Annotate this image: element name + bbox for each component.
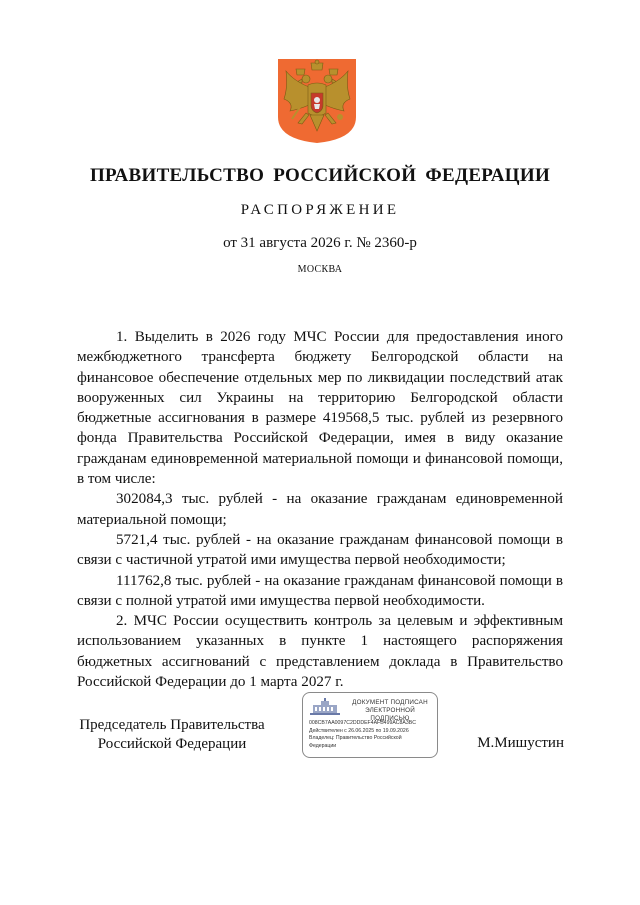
stamp-title-line-2: ЭЛЕКТРОННОЙ ПОДПИСЬЮ	[365, 707, 415, 722]
signatory-position	[77, 716, 267, 754]
stamp-header	[309, 698, 433, 722]
paragraph-2: 2. МЧС России осуществить контроль за целевым и эффективным использованием указанных в пункте 1 настоящего распоряжения бюджетных ассигнований с представлением доклада в Правительство Российской Федерации до 1 марта 2027 г.	[77, 613, 563, 691]
document-date-number: от 31 августа 2026 г. № 2360-р	[223, 235, 417, 251]
stamp-validity: Действителен с 26.06.2025 по 19.09.2026	[309, 727, 409, 734]
document-city: МОСКВА	[297, 264, 343, 275]
stamp-details	[309, 720, 435, 750]
document-body	[77, 327, 563, 692]
government-building-icon	[309, 698, 341, 716]
signatory-name: М.Мишустин	[477, 735, 564, 751]
position-line-1: Председатель Правительства	[79, 717, 265, 733]
stamp-owner-line-1: Владелец: Правительство Российской	[309, 735, 402, 742]
stamp-title-line-1: ДОКУМЕНТ ПОДПИСАН	[352, 699, 428, 706]
position-line-2: Российской Федерации	[97, 736, 247, 752]
coat-of-arms-icon	[276, 57, 358, 145]
stamp-owner-line-2: Федерации	[309, 742, 337, 749]
paragraph-1: 1. Выделить в 2026 году МЧС России для предоставления иного межбюджетного трансферта бюджету Белгородской области на финансовое обеспечение отдельных мер по ликвидации последствий атак вооруженных сил Украины на территорию Белгородской области бюджетные ассигнования в размере 419568,5 тыс. рублей из резервного фонда Правительства Российской Федерации, имея в виду оказание гражданам единовременной материальной помощи и финансовой помощи, в том числе:	[77, 329, 563, 488]
government-title: ПРАВИТЕЛЬСТВО РОССИЙСКОЙ ФЕДЕРАЦИИ	[89, 165, 551, 186]
document-type: РАСПОРЯЖЕНИЕ	[240, 202, 400, 218]
paragraph-item-2: 5721,4 тыс. рублей - на оказание гражданам финансовой помощи в связи с частичной утратой ими имущества первой необходимости;	[77, 531, 563, 569]
paragraph-item-3: 111762,8 тыс. рублей - на оказание гражданам финансовой помощи в связи с полной утратой ими имущества первой необходимости.	[77, 572, 563, 609]
paragraph-item-1: 302084,3 тыс. рублей - на оказание гражданам единовременной материальной помощи;	[77, 491, 563, 528]
electronic-signature-stamp	[302, 692, 438, 758]
stamp-certificate: 008CB7AA0097C2DDDEF4AFB499AC8A3BC	[309, 720, 416, 726]
